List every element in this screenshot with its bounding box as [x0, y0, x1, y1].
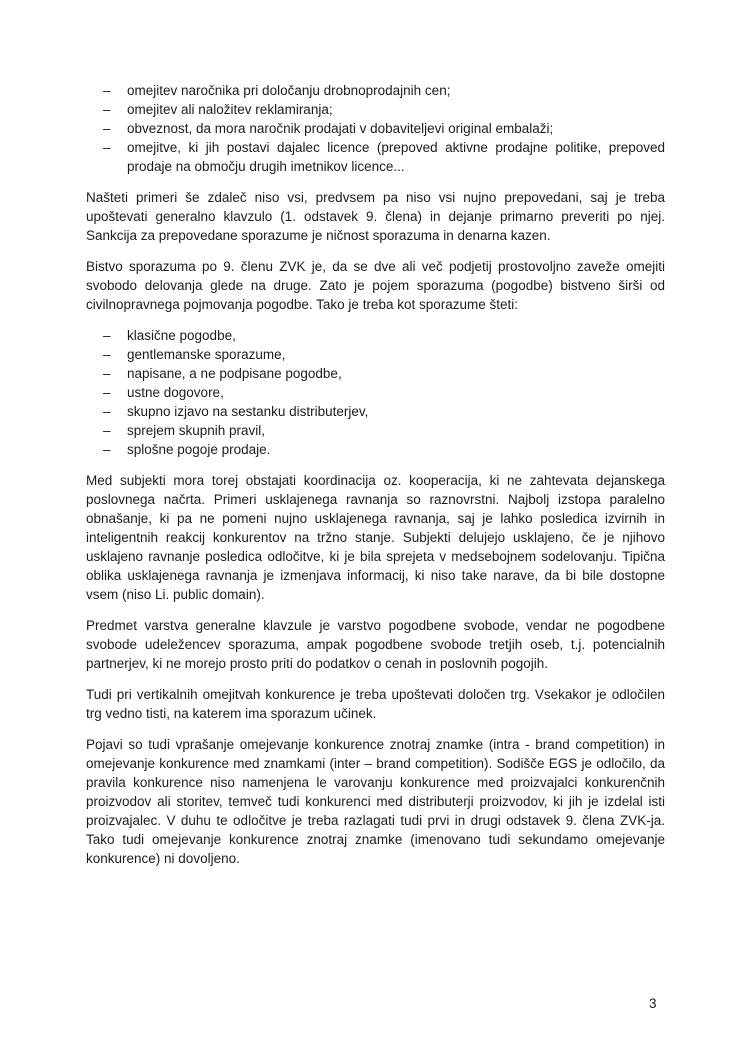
list-item — [86, 440, 665, 459]
dash-bullet-icon: – — [103, 347, 111, 362]
paragraph-general-clause-sanction: Našteti primeri še zdaleč niso vsi, predvsem pa niso vsi nujno prepovedani, saj je treba upoštevati generalno klavzulo (1. odstavek 9. člena) in dejanje primarno preveriti po njej. Sankcija za prepovedane sporazume je ničnost sporazuma in denarna kazen. — [86, 190, 665, 243]
paragraph-intra-inter-brand: Pojavi so tudi vprašanje omejevanje konkurence znotraj znamke (intra - brand competition) in omejevanje konkurence med znamkami (inter – brand competition). Sodišče EGS je odločilo, da pravila konkurence niso namenjena le varovanju konkurence med proizvajalci konkurenčnih proizvodov ali storitev, temveč tudi konkurenci med distributerji proizvodov, ki jih je izdelal isti proizvajalec. V duhu te odločitve je treba razlagati tudi prvi in drugi odstavek 9. člena ZVK-ja. Tako tudi omejevanje konkurence znotraj znamke (imenovano tudi sekundamo omejevanje konkurence) ni dovoljeno. — [86, 737, 665, 866]
list-item — [86, 383, 665, 402]
list-item — [86, 326, 665, 345]
list-item-text: sprejem skupnih pravil, — [127, 423, 266, 438]
list-item-text: splošne pogoje prodaje. — [127, 442, 271, 457]
list-item — [86, 345, 665, 364]
dash-bullet-icon: – — [103, 121, 111, 136]
dash-bullet-icon: – — [103, 404, 111, 419]
list-item-text: omejitev ali naložitev reklamiranja; — [127, 102, 333, 117]
page-body — [86, 81, 665, 880]
list-item — [86, 138, 665, 176]
list-item-text: gentlemanske sporazume, — [127, 347, 286, 362]
dash-bullet-icon: – — [103, 442, 111, 457]
list-item — [86, 402, 665, 421]
list-item — [86, 81, 665, 100]
license-restrictions-list — [86, 81, 665, 176]
paragraph-agreement-essence: Bistvo sporazuma po 9. členu ZVK je, da se dve ali več podjetij prostovoljno zaveže omejiti svobodo delovanja glede na druge. Zato je pojem sporazuma (pogodbe) bistveno širši od civilnopravnega pojmovanja pogodbe. Tako je treba kot sporazume šteti: — [86, 259, 665, 312]
list-item-text: omejitev naročnika pri določanju drobnoprodajnih cen; — [127, 83, 451, 98]
dash-bullet-icon: – — [103, 423, 111, 438]
dash-bullet-icon: – — [103, 83, 111, 98]
list-item-text: ustne dogovore, — [127, 385, 224, 400]
list-item-text: skupno izjavo na sestanku distributerjev, — [127, 404, 369, 419]
list-item — [86, 364, 665, 383]
paragraph-vertical-restrictions: Tudi pri vertikalnih omejitvah konkurence je treba upoštevati določen trg. Vsekakor je odločilen trg vedno tisti, na katerem ima sporazum učinek. — [86, 687, 665, 721]
list-item-text: klasične pogodbe, — [127, 328, 236, 343]
list-item — [86, 100, 665, 119]
dash-bullet-icon: – — [103, 366, 111, 381]
dash-bullet-icon: – — [103, 102, 111, 117]
list-item-text: obveznost, da mora naročnik prodajati v dobaviteljevi original embalaži; — [127, 121, 554, 136]
list-item-text: omejitve, ki jih postavi dajalec licence (prepoved aktivne prodajne politike, prepoved prodaje na območju drugih imetnikov licence... — [127, 140, 665, 174]
dash-bullet-icon: – — [103, 140, 111, 155]
page-number: 3 — [649, 996, 657, 1011]
paragraph-contract-freedom: Predmet varstva generalne klavzule je varstvo pogodbene svobode, vendar ne pogodbene svobode udeležencev sporazuma, ampak pogodbene svobode tretjih oseb, t.j. potencialnih partnerjev, ki ne morejo prosto priti do podatkov o cenah in poslovnih pogojih. — [86, 618, 665, 671]
list-item — [86, 119, 665, 138]
paragraph-coordination: Med subjekti mora torej obstajati koordinacija oz. kooperacija, ki ne zahtevata dejanskega poslovnega načrta. Primeri usklajenega ravnanja so raznovrstni. Najbolj izstopa paralelno obnašanje, ki pa ne pomeni nujno usklajenega ravnanja, saj je lahko posledica izvirnih in inteligentnih reakcij konkurentov na tržno stanje. Subjekti delujejo usklajeno, če je njihovo usklajeno ravnanje posledica odločitve, ki je bila sprejeta v medsebojnem sodelovanju. Tipična oblika usklajenega ravnanja je izmenjava informacij, ki niso take narave, da bi bile dostopne vsem (niso Li. public domain). — [86, 473, 665, 602]
dash-bullet-icon: – — [103, 385, 111, 400]
list-item — [86, 421, 665, 440]
list-item-text: napisane, a ne podpisane pogodbe, — [127, 366, 342, 381]
agreement-forms-list — [86, 326, 665, 459]
dash-bullet-icon: – — [103, 328, 111, 343]
